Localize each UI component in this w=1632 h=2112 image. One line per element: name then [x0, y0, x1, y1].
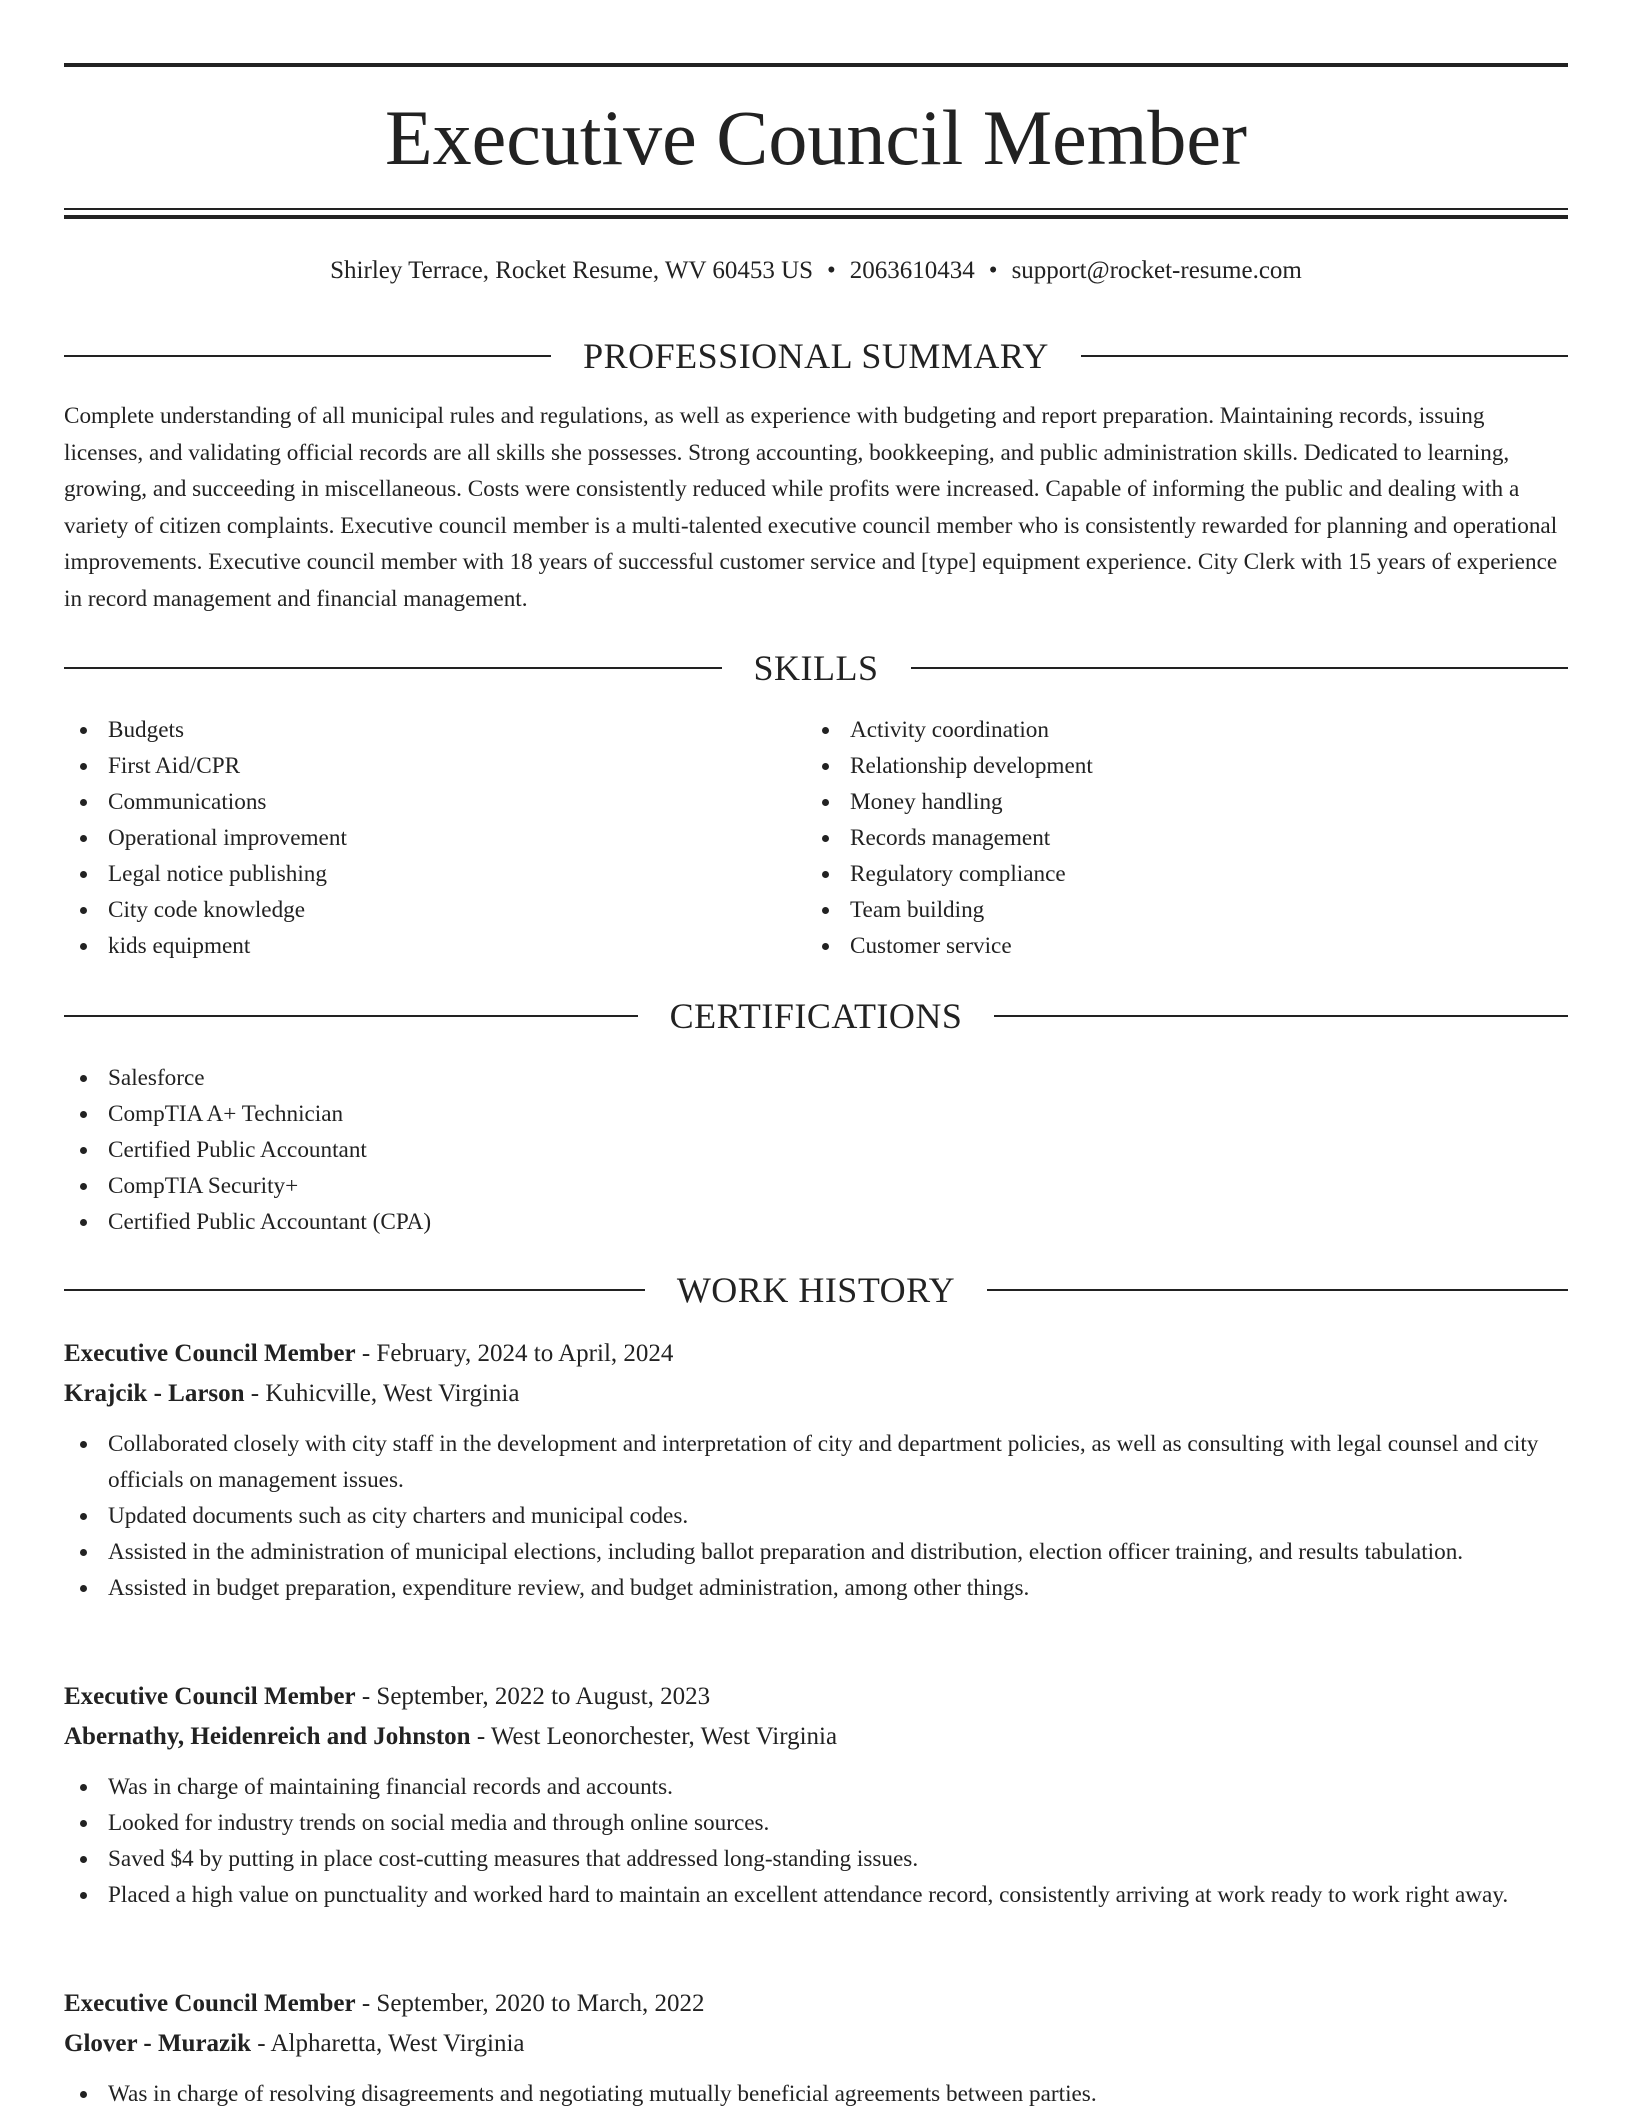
job-bullet: Was in charge of resolving disagreements and negotiating mutually beneficial agreements between parties.: [64, 2076, 1568, 2112]
skill-item: kids equipment: [64, 928, 804, 964]
job-bullet: Was in charge of maintaining financial records and accounts.: [64, 1769, 1568, 1805]
skills-list-left: [64, 712, 804, 964]
section-title-summary: PROFESSIONAL SUMMARY: [583, 336, 1049, 376]
job-title-line: [64, 1334, 1568, 1374]
certification-item: CompTIA Security+: [64, 1168, 1568, 1204]
job-title-line: [64, 1984, 1568, 2024]
skill-item: Records management: [806, 820, 1546, 856]
resume-name: Executive Council Member: [384, 94, 1248, 181]
skill-item: Relationship development: [806, 748, 1546, 784]
certification-item: CompTIA A+ Technician: [64, 1096, 1568, 1132]
header-bottom-rule-thick: [64, 215, 1568, 219]
skill-item: First Aid/CPR: [64, 748, 804, 784]
contact-phone: 2063610434: [849, 257, 975, 284]
job-bullet: Placed a high value on punctuality and worked hard to maintain an excellent attendance record, consistently arriving at work ready to work right away.: [64, 1877, 1568, 1913]
skill-item: Activity coordination: [806, 712, 1546, 748]
skill-item: Money handling: [806, 784, 1546, 820]
section-header-work: [64, 1268, 1568, 1312]
job-title: Executive Council Member: [64, 1340, 356, 1367]
summary-text: Complete understanding of all municipal rules and regulations, as well as experience with budgeting and report preparation. Maintaining records, issuing licenses, and validating official records are all skills she possesses. Strong accounting, bookkeeping, and public administration skills. Dedicated to learning, growing, and succeeding in miscellaneous. Costs were consistently reduced while profits were increased. Capable of informing the public and dealing with a variety of citizen complaints. Executive council member is a multi-talented executive council member who is consistently rewarded for planning and operational improvements. Executive council member with 18 years of successful customer service and [type] equipment experience. City Clerk with 15 years of experience in record management and financial management.: [64, 403, 1558, 612]
job-bullet: Collaborated closely with city staff in the development and interpretation of city and department policies, as well as consulting with legal counsel and city officials on management issues.: [64, 1426, 1568, 1498]
section-title-work: WORK HISTORY: [676, 1270, 956, 1310]
job-bullets: [64, 1769, 1568, 1913]
skill-item: Communications: [64, 784, 804, 820]
certification-item: Salesforce: [64, 1060, 1568, 1096]
job-dates: - September, 2020 to March, 2022: [355, 1990, 705, 2017]
job-entry: [64, 1984, 1568, 2112]
job-location: - Kuhicville, West Virginia: [244, 1380, 520, 1407]
job-bullet: Looked for industry trends on social media and through online sources.: [64, 1805, 1568, 1841]
contact-address: Shirley Terrace, Rocket Resume, WV 60453 US: [330, 257, 814, 284]
job-title-line: [64, 1677, 1568, 1717]
job-bullet: Updated documents such as city charters and municipal codes.: [64, 1498, 1568, 1534]
job-company-line: [64, 1717, 1568, 1757]
section-header-certifications: [64, 994, 1568, 1038]
job-location: - Alpharetta, West Virginia: [251, 2030, 525, 2057]
section-rule: [994, 1015, 1568, 1017]
skill-item: Customer service: [806, 928, 1546, 964]
certifications-block: [64, 1060, 1568, 1240]
contact-line: [64, 254, 1568, 288]
skills-list-right: [806, 712, 1546, 964]
skill-item: Team building: [806, 892, 1546, 928]
header-top-rule: [64, 63, 1568, 67]
section-header-skills: [64, 646, 1568, 690]
job-entry: [64, 1677, 1568, 1913]
section-rule: [64, 355, 551, 357]
job-company: Krajcik - Larson: [64, 1380, 245, 1407]
skills-column-left: [64, 712, 804, 964]
section-rule: [64, 1289, 645, 1291]
job-company-line: [64, 2024, 1568, 2064]
skills-column-right: [806, 712, 1546, 964]
job-bullets: [64, 2076, 1568, 2112]
section-rule: [987, 1289, 1568, 1291]
section-rule: [911, 667, 1569, 669]
skill-item: Budgets: [64, 712, 804, 748]
job-company: Abernathy, Heidenreich and Johnston: [64, 1723, 471, 1750]
certification-item: Certified Public Accountant (CPA): [64, 1204, 1568, 1240]
skill-item: Regulatory compliance: [806, 856, 1546, 892]
job-bullet: Saved $4 by putting in place cost-cutting measures that addressed long-standing issues.: [64, 1841, 1568, 1877]
section-rule: [64, 1015, 638, 1017]
job-entry: [64, 1334, 1568, 1606]
section-header-summary: [64, 334, 1568, 378]
section-rule: [64, 667, 722, 669]
job-dates: - February, 2024 to April, 2024: [355, 1340, 674, 1367]
skill-item: City code knowledge: [64, 892, 804, 928]
job-location: - West Leonorchester, West Virginia: [470, 1723, 838, 1750]
job-title: Executive Council Member: [64, 1683, 356, 1710]
job-bullet: Assisted in budget preparation, expenditure review, and budget administration, among other things.: [64, 1570, 1568, 1606]
certification-item: Certified Public Accountant: [64, 1132, 1568, 1168]
job-title: Executive Council Member: [64, 1990, 356, 2017]
contact-email: support@rocket-resume.com: [1011, 257, 1302, 284]
certifications-list: [64, 1060, 1568, 1240]
header-bottom-rule-thin: [64, 208, 1568, 210]
section-title-skills: SKILLS: [753, 648, 879, 688]
section-title-certifications: CERTIFICATIONS: [669, 996, 963, 1036]
job-bullets: [64, 1426, 1568, 1606]
job-bullet: Assisted in the administration of municipal elections, including ballot preparation and distribution, election officer training, and results tabulation.: [64, 1534, 1568, 1570]
contact-separator: •: [988, 257, 998, 284]
job-company-line: [64, 1374, 1568, 1414]
skill-item: Operational improvement: [64, 820, 804, 856]
section-rule: [1081, 355, 1568, 357]
contact-separator: •: [827, 257, 836, 284]
job-dates: - September, 2022 to August, 2023: [355, 1683, 711, 1710]
skill-item: Legal notice publishing: [64, 856, 804, 892]
job-company: Glover - Murazik: [64, 2030, 251, 2057]
